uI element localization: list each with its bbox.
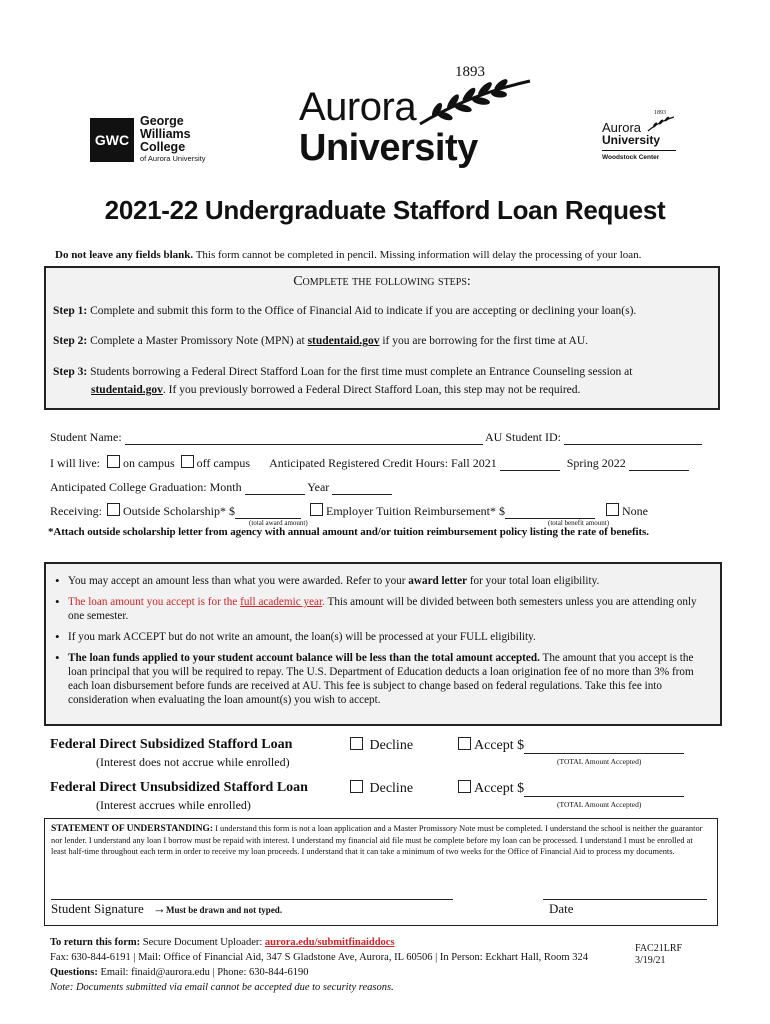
- footer: [50, 935, 650, 995]
- unsubsidized-decline-checkbox[interactable]: [350, 780, 363, 793]
- step-3-label: Step 3:: [53, 366, 88, 378]
- questions-line: Questions: Email: finaid@aurora.edu | Phone: 630-844-6190: [50, 967, 309, 978]
- off-campus-label: off campus: [196, 456, 251, 470]
- live-row: [50, 455, 720, 471]
- subsidized-accept: [458, 737, 684, 754]
- subsidized-amount-input[interactable]: [524, 739, 684, 754]
- employer-label: Employer Tuition Reimbursement* $: [325, 504, 505, 518]
- spring-hours-input[interactable]: [629, 458, 689, 471]
- gwc-sub: of Aurora University: [140, 154, 206, 163]
- steps-box: [44, 266, 720, 410]
- on-campus-label: on campus: [123, 456, 175, 470]
- unsubsidized-note: (Interest accrues while enrolled): [96, 798, 251, 812]
- au-id-input[interactable]: [564, 432, 702, 445]
- unsubsidized-title: Federal Direct Unsubsidized Stafford Loan: [50, 780, 308, 795]
- outside-amount-input[interactable]: [235, 506, 301, 519]
- step-2-text: Complete a Master Promissory Note (MPN) at: [87, 335, 308, 347]
- attach-note: *Attach outside scholarship letter from agency with annual amount and/or tuition reimbursement policy listing the rate of benefits.: [48, 526, 649, 538]
- graduation-row: [50, 480, 392, 495]
- grad-month-input[interactable]: [245, 482, 305, 495]
- on-campus-checkbox[interactable]: [107, 455, 120, 468]
- step-1: [53, 305, 636, 317]
- statement-text: STATEMENT OF UNDERSTANDING: I understand this form is not a loan application and a Master Promissory Note must be completed. I understand the school is neither the guarantor nor lender. I understand any loan I borrow must be repaid with interest. I understand my financial aid file must be complete before my loan can be processed. I understand I must be enrolled at least half-time throughout each term in order to receive my loan proceeds. I understand that it can take a minimum of two weeks for the Office of Financial Aid to process my documents.: [51, 824, 703, 856]
- statement-heading: STATEMENT OF UNDERSTANDING:: [51, 824, 214, 834]
- arrow-icon: →: [153, 901, 167, 916]
- info-box: [44, 562, 722, 726]
- unsubsidized-decline: [350, 780, 413, 797]
- none-label: None: [621, 504, 648, 518]
- subsidized-accept-label: Accept $: [474, 738, 525, 753]
- unsubsidized-total-label: (TOTAL Amount Accepted): [557, 800, 642, 809]
- notice-bold: Do not leave any fields blank.: [55, 249, 194, 261]
- none-checkbox[interactable]: [606, 503, 619, 516]
- live-label: I will live:: [50, 456, 100, 470]
- woodstock-aurora: Aurora: [602, 120, 642, 135]
- aurora-word: Aurora: [299, 85, 417, 129]
- date-label: Date: [549, 901, 574, 916]
- subsidized-total-label: (TOTAL Amount Accepted): [557, 757, 642, 766]
- info-bullet-3: • If you mark ACCEPT but do not write an amount, the loan(s) will be processed at your FULL eligibility.: [52, 630, 712, 644]
- receiving-row: [50, 503, 730, 519]
- subsidized-decline-label: Decline: [369, 738, 414, 753]
- employer-amount-input[interactable]: [505, 506, 595, 519]
- award-letter-text: award letter: [408, 575, 468, 587]
- gwc-line-2: Williams: [140, 127, 191, 141]
- date-line[interactable]: [543, 889, 707, 900]
- aurora-logo: [295, 64, 535, 174]
- gwc-mark: GWC: [90, 118, 134, 162]
- page-title: 2021-22 Undergraduate Stafford Loan Request: [104, 195, 666, 225]
- year-label: Year: [307, 480, 330, 494]
- signature-label: Student Signature: [51, 901, 144, 916]
- info-bullet-1: • You may accept an amount less than what you were awarded. Refer to your award letter for your total loan eligibility.: [52, 574, 712, 588]
- unsubsidized-decline-label: Decline: [369, 781, 414, 796]
- fax-line: Fax: 630-844-6191 | Mail: Office of Financial Aid, 347 S Gladstone Ave, Aurora, IL 60506 | In Person: Eckhart Hall, Room 324: [50, 952, 588, 963]
- credit-hours-label: Anticipated Registered Credit Hours: Fall 2021: [269, 456, 497, 470]
- unsubsidized-accept-checkbox[interactable]: [458, 780, 471, 793]
- studentaid-link[interactable]: studentaid.gov: [307, 335, 380, 347]
- unsubsidized-accept: [458, 780, 684, 797]
- form-code-date: 3/19/21: [635, 955, 666, 966]
- off-campus-checkbox[interactable]: [181, 455, 194, 468]
- grad-year-input[interactable]: [332, 482, 392, 495]
- signature-label-row: [51, 901, 282, 917]
- total-benefit-label: (total benefit amount): [548, 519, 610, 527]
- spring-label: Spring 2022: [566, 456, 626, 470]
- subsidized-decline-checkbox[interactable]: [350, 737, 363, 750]
- step-3-post: . If you previously borrowed a Federal Direct Stafford Loan, this step may not be required.: [162, 384, 581, 396]
- form-code: [635, 943, 682, 967]
- aurora-year: 1893: [455, 64, 485, 80]
- subsidized-title: Federal Direct Subsidized Stafford Loan: [50, 737, 293, 752]
- signature-line[interactable]: [51, 889, 453, 900]
- return-line: To return this form: Secure Document Uploader: aurora.edu/submitfinaiddocs: [50, 937, 395, 948]
- full-year-text: full academic year: [240, 596, 323, 608]
- step-2: [53, 335, 588, 347]
- university-word: University: [299, 127, 478, 169]
- unsubsidized-accept-label: Accept $: [474, 781, 525, 796]
- security-note: Note: Documents submitted via email cannot be accepted due to security reasons.: [50, 982, 394, 993]
- student-name-input[interactable]: [125, 432, 483, 445]
- step-3-text: Students borrowing a Federal Direct Stafford Loan for the first time must complete an Entrance Counseling session at: [87, 366, 633, 378]
- step-3: [53, 363, 713, 399]
- unsubsidized-amount-input[interactable]: [524, 782, 684, 797]
- steps-heading: Complete the following steps:: [293, 274, 471, 289]
- signature-note: Must be drawn and not typed.: [166, 905, 283, 915]
- subsidized-accept-checkbox[interactable]: [458, 737, 471, 750]
- employer-checkbox[interactable]: [310, 503, 323, 516]
- uploader-link[interactable]: aurora.edu/submitfinaiddocs: [264, 937, 395, 948]
- notice-text: This form cannot be completed in pencil. Missing information will delay the processing of your loan.: [193, 249, 642, 261]
- student-name-row: [50, 430, 710, 445]
- au-id-label: AU Student ID:: [485, 430, 561, 444]
- outside-scholarship-checkbox[interactable]: [107, 503, 120, 516]
- receiving-label: Receiving:: [50, 504, 102, 518]
- woodstock-logo: [600, 112, 685, 170]
- student-name-label: Student Name:: [50, 430, 122, 444]
- woodstock-year: 1893: [654, 110, 666, 116]
- statement-box: [44, 818, 718, 926]
- info-bullet-4: • The loan funds applied to your student account balance will be less than the total amount accepted. The amount that you accept is the loan principal that you will be required to repay. The U.S. Department of Education deducts a loan origination fee of no more than 3% from each loan disbursement before funds are received at AU. This fee is subject to change based on federal regulations. Take this fee into consideration when evaluating the loan amount(s) you wish to accept.: [52, 651, 712, 707]
- gwc-line-1: George: [140, 114, 184, 128]
- subsidized-decline: [350, 737, 413, 754]
- total-award-label: (total award amount): [249, 519, 308, 527]
- gwc-logo: [90, 115, 230, 165]
- notice: [55, 249, 755, 261]
- studentaid-link-2[interactable]: studentaid.gov: [91, 384, 163, 396]
- step-1-label: Step 1:: [53, 305, 88, 317]
- outside-scholarship-label: Outside Scholarship* $: [122, 504, 235, 518]
- fall-hours-input[interactable]: [500, 458, 560, 471]
- step-1-text: Complete and submit this form to the Office of Financial Aid to indicate if you are accepting or declining your loan(s).: [87, 305, 637, 317]
- graduation-label: Anticipated College Graduation: Month: [50, 480, 242, 494]
- step-2-label: Step 2:: [53, 335, 88, 347]
- woodstock-sub: Woodstock Center: [602, 154, 660, 161]
- step-2-post: if you are borrowing for the first time at AU.: [379, 335, 589, 347]
- info-bullet-2: • The loan amount you accept is for the full academic year. This amount will be divided between both semesters unless you are attending only one semester.: [52, 595, 712, 623]
- woodstock-university: University: [602, 133, 661, 147]
- subsidized-note: (Interest does not accrue while enrolled): [96, 755, 290, 769]
- gwc-line-3: College: [140, 140, 186, 154]
- form-code-id: FAC21LRF: [635, 943, 683, 954]
